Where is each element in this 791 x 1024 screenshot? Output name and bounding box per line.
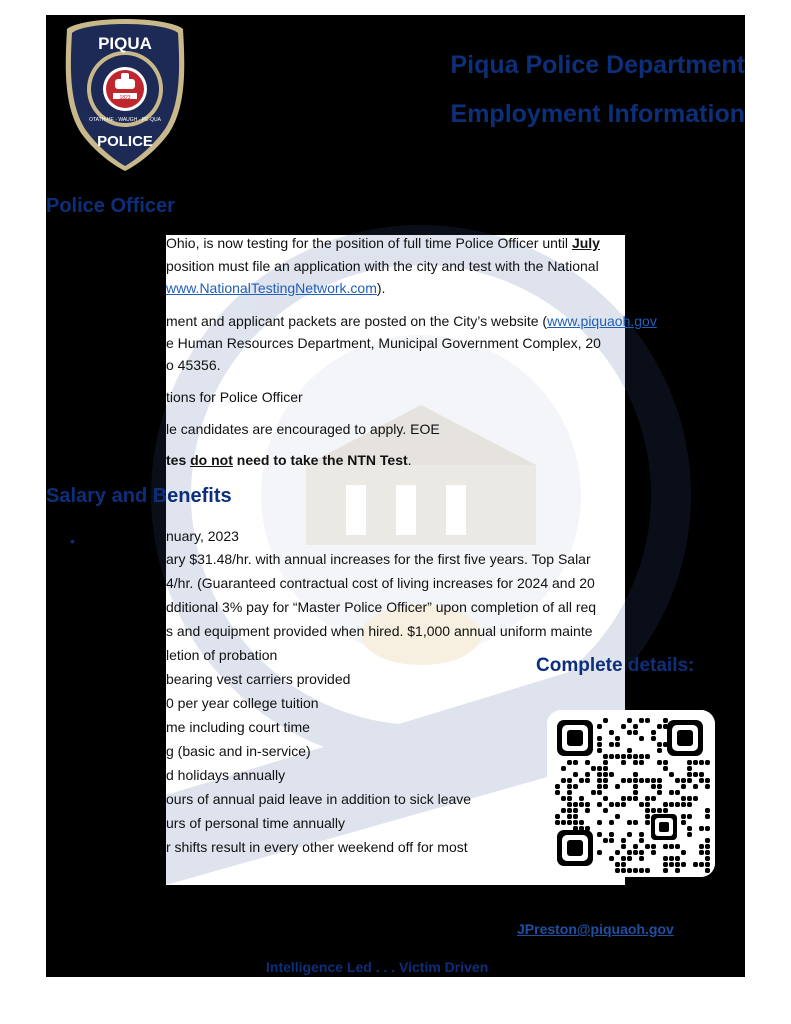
benefit-line-5: s and equipment provided when hired. $1,000 annual uniform mainte (166, 623, 593, 639)
benefit-line-9: me including court time (166, 719, 310, 735)
benefit-line-3: 4/hr. (Guaranteed contractual cost of living increases for 2024 and 20 (166, 575, 595, 591)
intro-line-8: le candidates are encouraged to apply. EOE (166, 421, 440, 437)
police-officer-heading: Police Officer (46, 195, 175, 217)
city-website-link[interactable]: www.piquaoh.gov (547, 313, 657, 329)
svg-text:POLICE: POLICE (97, 133, 153, 150)
benefit-line-6: letion of probation (166, 647, 278, 663)
ntn-website-link[interactable]: www.NationalTestingNetwork.com (166, 280, 377, 296)
svg-text:OTATH-HE · WAUGH · PE-QUA: OTATH-HE · WAUGH · PE-QUA (89, 117, 161, 123)
benefit-line-12: ours of annual paid leave in addition to sick leave (166, 791, 472, 807)
intro-line-1: Ohio, is now testing for the position of full time Police Officer until July (166, 235, 600, 251)
benefit-line-14: r shifts result in every other weekend off for most (166, 839, 468, 855)
intro-line-2: position must file an application with the city and test with the National (166, 258, 599, 274)
department-title: Piqua Police Department (450, 51, 745, 79)
svg-text:PIQUA: PIQUA (98, 34, 152, 53)
flyer-page (46, 15, 745, 977)
bullet-marker: • (70, 533, 75, 549)
benefit-line-11: d holidays annually (166, 767, 286, 783)
salary-benefits-heading: Salary and Benefits (46, 485, 232, 507)
intro-line-4: ment and applicant packets are posted on the City’s website (www.piquaoh.gov (166, 313, 657, 329)
svg-text:1823: 1823 (119, 95, 131, 101)
benefit-line-10: g (basic and in-service) (166, 743, 311, 759)
intro-line-5: e Human Resources Department, Municipal Government Complex, 20 (166, 335, 601, 351)
intro-line-3: www.NationalTestingNetwork.com). (166, 280, 386, 296)
qr-code[interactable] (547, 710, 715, 877)
intro-line-6: o 45356. (166, 357, 221, 373)
benefit-line-4: dditional 3% pay for “Master Police Officer” upon completion of all req (166, 599, 597, 615)
benefit-line-7: bearing vest carriers provided (166, 671, 351, 687)
benefit-line-1: nuary, 2023 (166, 528, 239, 544)
benefit-line-13: urs of personal time annually (166, 815, 345, 831)
employment-info-title: Employment Information (450, 100, 745, 128)
intro-line-7: tions for Police Officer (166, 389, 303, 405)
complete-details-label: Complete details: (536, 655, 695, 676)
department-motto: Intelligence Led . . . Victim Driven (266, 959, 489, 975)
benefit-line-2: ary $31.48/hr. with annual increases for the first five years. Top Salar (166, 551, 591, 567)
benefit-line-8: 0 per year college tuition (166, 695, 319, 711)
police-badge-logo (61, 15, 189, 173)
contact-email-link[interactable]: JPreston@piquaoh.gov (517, 921, 674, 937)
intro-line-9: tes do not need to take the NTN Test. (166, 452, 412, 468)
